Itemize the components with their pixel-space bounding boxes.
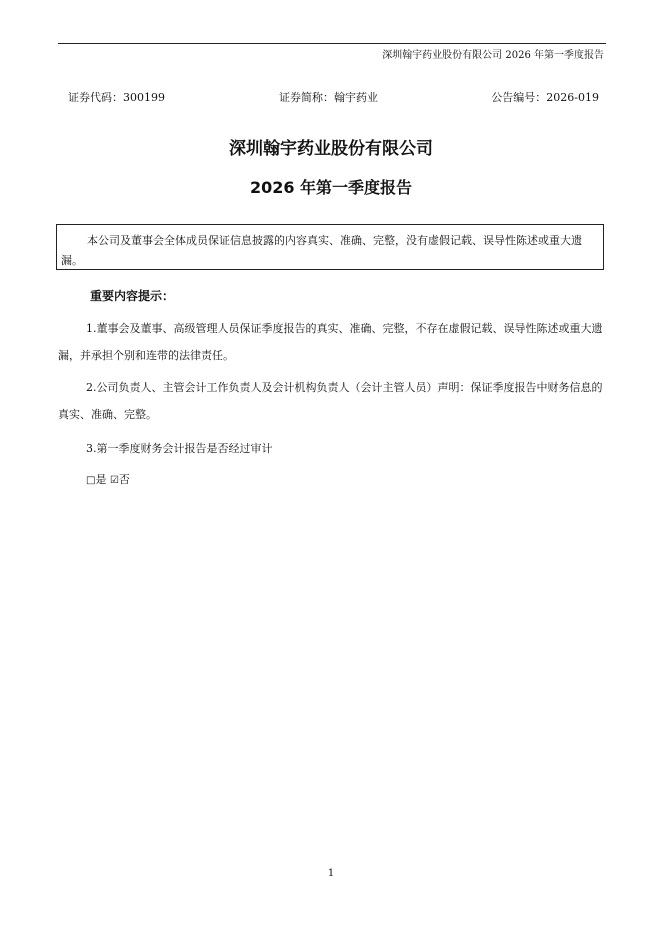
- important-item-3: 3.第一季度财务会计报告是否经过审计: [86, 442, 273, 455]
- audit-options: [86, 471, 130, 487]
- company-title: 深圳翰宇药业股份有限公司: [229, 139, 433, 159]
- audit-no-checkbox[interactable]: ☑: [109, 475, 119, 486]
- audit-yes-checkbox[interactable]: □: [86, 475, 96, 486]
- announcement-number: 公告编号：2026-019: [491, 91, 599, 104]
- running-header: 深圳翰宇药业股份有限公司 2026 年第一季度报告: [382, 50, 604, 61]
- disclosure-notice-box: [56, 224, 604, 270]
- important-notes-heading: 重要内容提示：: [90, 289, 175, 303]
- important-item-1: 1.董事会及董事、高级管理人员保证季度报告的真实、准确、完整，不存在虚假记载、误导性陈述或重大遗漏，并承担个别和连带的法律责任。: [58, 322, 603, 362]
- disclosure-notice-text: 本公司及董事会全体成员保证信息披露的内容真实、准确、完整，没有虚假记载、误导性陈述或重大遗漏。: [61, 234, 582, 267]
- audit-no-label: 否: [118, 473, 130, 486]
- security-abbreviation: 证券简称：翰宇药业: [279, 91, 378, 104]
- audit-yes-label: 是: [95, 473, 107, 486]
- header-divider: [58, 43, 606, 44]
- page-number: 1: [327, 868, 335, 879]
- report-title: 2026 年第一季度报告: [249, 178, 413, 197]
- important-item-2: 2.公司负责人、主管会计工作负责人及会计机构负责人（会计主管人员）声明：保证季度报告中财务信息的真实、准确、完整。: [58, 381, 603, 421]
- security-code: 证券代码：300199: [68, 91, 165, 104]
